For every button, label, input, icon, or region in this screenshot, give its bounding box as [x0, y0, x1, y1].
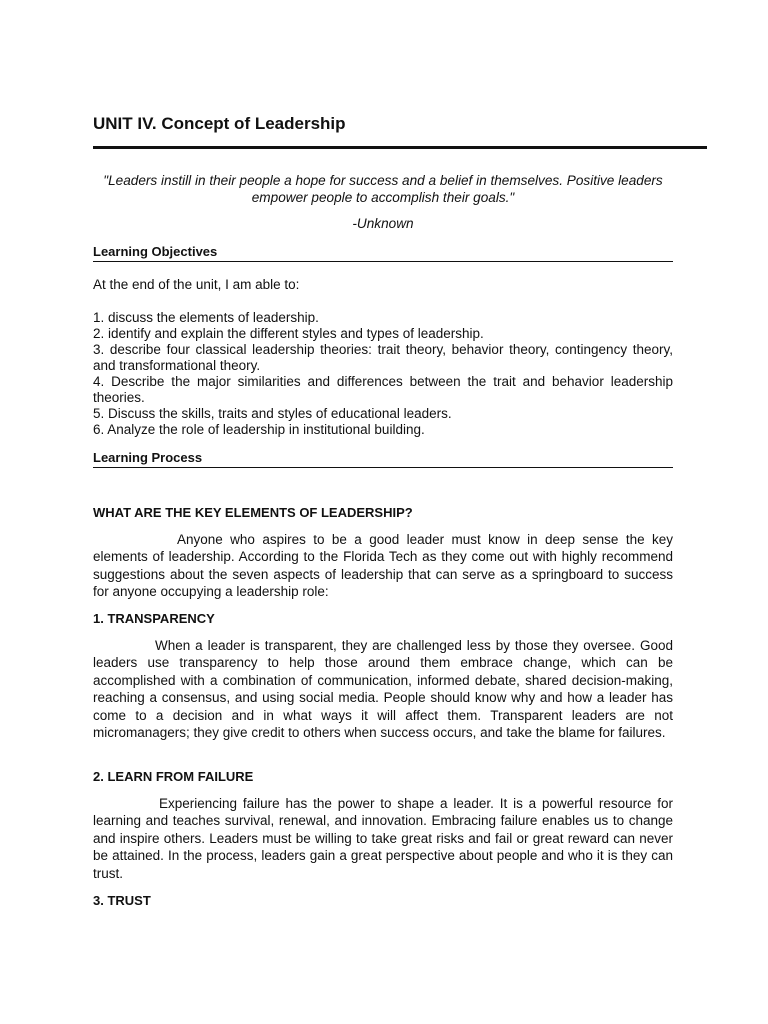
key-elements-heading: WHAT ARE THE KEY ELEMENTS OF LEADERSHIP?	[93, 505, 413, 520]
objective-item: 1. discuss the elements of leadership.	[93, 310, 319, 325]
quote-attribution: -Unknown	[352, 216, 414, 231]
objectives-intro: At the end of the unit, I am able to:	[93, 277, 300, 292]
page-title: UNIT IV. Concept of Leadership	[93, 114, 346, 133]
objective-item: 3. describe four classical leadership theories: trait theory, behavior theory, contingency theory, and transformational theory.	[93, 342, 673, 373]
objective-item: 4. Describe the major similarities and differences between the trait and behavior leadership theories.	[93, 374, 673, 405]
objective-item: 6. Analyze the role of leadership in institutional building.	[93, 422, 425, 437]
transparency-paragraph: When a leader is transparent, they are challenged less by those they oversee. Good leaders use transparency to help those around them embrace change, which can be accomplished with a combination of communication, informed debate, shared decision-making, reaching a consensus, and using social media. People should know why and how a leader has come to a decision and in what ways it will affect them. Transparent leaders are not micromanagers; they give credit to others when success occurs, and take the blame for failures.	[93, 638, 673, 741]
learning-objectives-heading: Learning Objectives	[93, 244, 673, 262]
epigraph-quote: "Leaders instill in their people a hope for success and a belief in themselves. Positive leaders empower people to accomplish their goals."	[103, 173, 663, 205]
objectives-list	[93, 310, 673, 438]
objective-item: 2. identify and explain the different styles and types of leadership.	[93, 326, 484, 341]
title-divider	[93, 146, 707, 149]
key-elements-paragraph: Anyone who aspires to be a good leader must know in deep sense the key elements of leadership. According to the Florida Tech as they come out with highly recommend suggestions about the seven aspects of leadership that can serve as a springboard to success for anyone occupying a leadership role:	[93, 532, 673, 600]
transparency-heading: 1. TRANSPARENCY	[93, 611, 215, 626]
trust-heading: 3. TRUST	[93, 893, 151, 908]
learn-from-failure-paragraph: Experiencing failure has the power to shape a leader. It is a powerful resource for learning and teaches survival, renewal, and innovation. Embracing failure enables us to change and inspire others. Leaders must be willing to take great risks and fail or great reward can never be attained. In the process, leaders gain a great perspective about people and who it is they can trust.	[93, 796, 673, 881]
objective-item: 5. Discuss the skills, traits and styles of educational leaders.	[93, 406, 452, 421]
learning-process-heading: Learning Process	[93, 450, 673, 468]
learn-from-failure-heading: 2. LEARN FROM FAILURE	[93, 769, 254, 784]
